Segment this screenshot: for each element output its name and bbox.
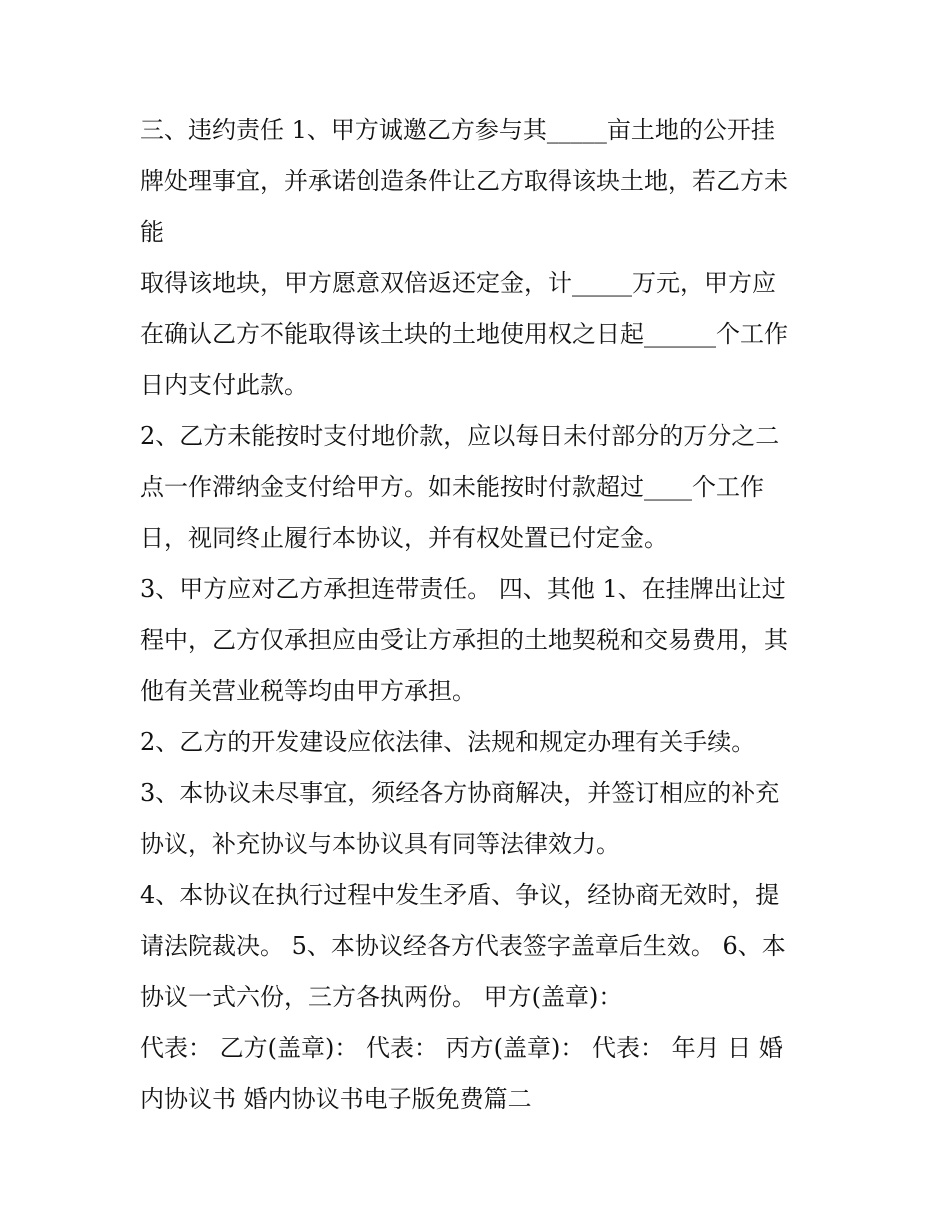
text-line: 取得该地块，甲方愿意双倍返还定金，计_____万元，甲方应 [140, 269, 776, 297]
text-line: 2、乙方未能按时支付地价款，应以每日未付部分的万分之二 [140, 422, 780, 450]
text-line: 点一作滞纳金支付给甲方。如未能按时付款超过____个工作 [140, 473, 764, 501]
text-line: 2、乙方的开发建设应依法律、法规和规定办理有关手续。 [140, 728, 756, 756]
text-line: 日，视同终止履行本协议，并有权处置已付定金。 [140, 524, 668, 552]
text-line: 能 [140, 218, 164, 246]
text-line: 牌处理事宜，并承诺创造条件让乙方取得该块土地，若乙方未 [140, 167, 788, 195]
text-line: 3、甲方应对乙方承担连带责任。 四、其他 1、在挂牌出让过 [140, 575, 786, 603]
text-line: 请法院裁决。 5、本协议经各方代表签字盖章后生效。 6、本 [140, 932, 786, 960]
text-line: 日内支付此款。 [140, 371, 308, 399]
text-line: 三、违约责任 1、甲方诚邀乙方参与其_____亩土地的公开挂 [140, 116, 775, 144]
text-line: 协议，补充协议与本协议具有同等法律效力。 [140, 830, 620, 858]
text-line: 协议一式六份，三方各执两份。 甲方(盖章)： [140, 983, 623, 1011]
text-line: 他有关营业税等均由甲方承担。 [140, 677, 476, 705]
text-line: 程中，乙方仅承担应由受让方承担的土地契税和交易费用，其 [140, 626, 788, 654]
text-line: 代表： 乙方(盖章)： 代表： 丙方(盖章)： 代表： 年月 日 婚 [140, 1034, 783, 1062]
text-line: 4、本协议在执行过程中发生矛盾、争议，经协商无效时，提 [140, 881, 780, 909]
text-line: 内协议书 婚内协议书电子版免费篇二 [140, 1085, 532, 1113]
text-line: 3、本协议未尽事宜，须经各方协商解决，并签订相应的补充 [140, 779, 780, 807]
text-line: 在确认乙方不能取得该土块的土地使用权之日起______个工作 [140, 320, 788, 348]
document-body [140, 105, 820, 1125]
